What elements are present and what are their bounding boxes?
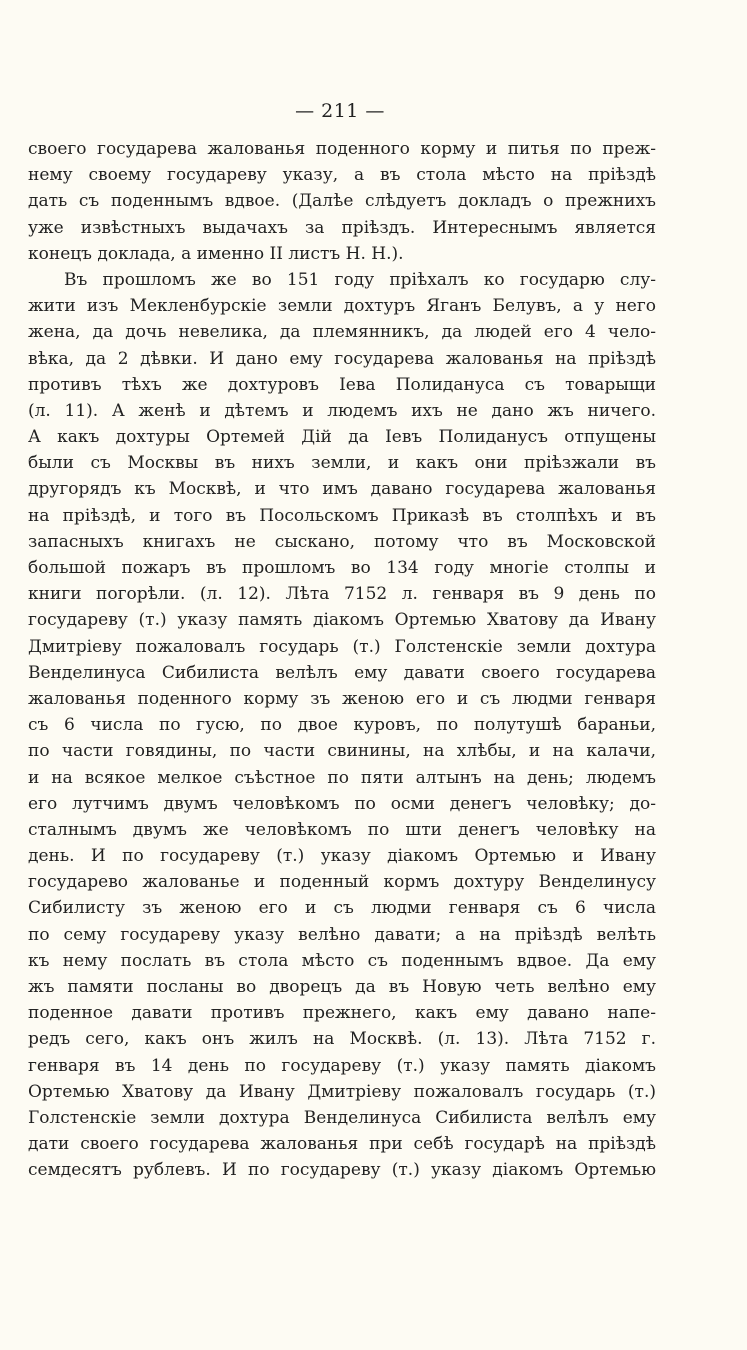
text-line: уже извѣстныхъ выдачахъ за пріѣздъ. Интереснымъ является [28, 217, 656, 238]
text-line: Сибилисту зъ женою его и съ людми генваря съ 6 числа [28, 898, 656, 919]
text-line: жити изъ Мекленбурскіе земли дохтуръ Яганъ Белувъ, а у него [28, 296, 656, 317]
text-line: Ортемью Хватову да Ивану Дмитріеву пожаловалъ государь (т.) [28, 1081, 656, 1102]
text-line: книги погорѣли. (л. 12). Лѣта 7152 л. генваря въ 9 день по [28, 584, 656, 605]
text-line: дать съ поденнымъ вдвое. (Далѣе слѣдуетъ докладъ о прежнихъ [28, 191, 656, 212]
text-line: поденное давати противъ прежнего, какъ ему давано напе- [28, 1003, 656, 1024]
page-number: — 211 — [295, 100, 385, 122]
text-line: запасныхъ книгахъ не сыскано, потому что въ Московской [28, 531, 656, 552]
text-line: сталнымъ двумъ же человѣкомъ по шти денегъ человѣку на [28, 819, 656, 840]
text-line: жалованья поденного корму зъ женою его и съ людми генваря [28, 688, 656, 709]
text-line: жъ памяти посланы во дворецъ да въ Новую четь велѣно ему [28, 977, 656, 997]
text-line: съ 6 числа по гусю, по двое куровъ, по полутушѣ бараньи, [28, 715, 656, 736]
text-line: своего государева жалованья поденного корму и питья по преж- [28, 139, 656, 159]
text-line: на пріѣздѣ, и того въ Посольскомъ Приказѣ въ столпѣхъ и въ [28, 505, 656, 526]
text-line: большой пожаръ въ прошломъ во 134 году многіе столпы и [28, 558, 656, 578]
text-line: Дмитріеву пожаловалъ государь (т.) Голстенскіе земли дохтура [28, 636, 656, 657]
text-line: противъ тѣхъ же дохтуровъ Іева Полидануса съ товарыщи [28, 374, 656, 395]
text-line: нему своему государеву указу, а въ стола мѣсто на пріѣздѣ [28, 165, 656, 186]
text-line: семдесятъ рублевъ. И по государеву (т.) указу діакомъ Ортемью [28, 1160, 656, 1181]
text-line: Въ прошломъ же во 151 году пріѣхалъ ко государю слу- [64, 269, 656, 290]
text-line: Венделинуса Сибилиста велѣлъ ему давати своего государева [28, 662, 656, 683]
text-line: и на всякое мелкое съѣстное по пяти алтынъ на день; людемъ [28, 767, 656, 788]
text-line: по сему государеву указу велѣно давати; а на пріѣздѣ велѣть [28, 924, 656, 945]
text-line: государево жалованье и поденный кормъ дохтуру Венделинусу [28, 872, 656, 893]
text-line: (л. 11). А женѣ и дѣтемъ и людемъ ихъ не дано жъ ничего. [28, 400, 656, 421]
text-line: редъ сего, какъ онъ жилъ на Москвѣ. (л. 13). Лѣта 7152 г. [28, 1029, 656, 1050]
text-line: А какъ дохтуры Ортемей Дій да Іевъ Полиданусъ отпущены [28, 427, 656, 448]
text-line: конецъ доклада, а именно II листъ Н. Н.). [28, 243, 404, 264]
text-line: вѣка, да 2 дѣвки. И дано ему государева жалованья на пріѣздѣ [28, 348, 656, 369]
text-line: дати своего государева жалованья при себѣ государѣ на пріѣздѣ [28, 1134, 656, 1155]
text-line: его лутчимъ двумъ человѣкомъ по осми денегъ человѣку; до- [28, 793, 656, 814]
text-line: день. И по государеву (т.) указу діакомъ Ортемью и Ивану [28, 846, 656, 867]
text-line: къ нему послать въ стола мѣсто съ поденнымъ вдвое. Да ему [28, 950, 656, 971]
text-line: были съ Москвы въ нихъ земли, и какъ они пріѣзжали въ [28, 453, 656, 474]
text-line: генваря въ 14 день по государеву (т.) указу память діакомъ [28, 1055, 656, 1076]
text-line: государеву (т.) указу память діакомъ Ортемью Хватову да Ивану [28, 610, 656, 631]
text-line: другорядъ къ Москвѣ, и что имъ давано государева жалованья [28, 479, 656, 500]
body-text [28, 136, 656, 1184]
text-line: по части говядины, по части свинины, на хлѣбы, и на калачи, [28, 741, 656, 762]
text-line: Голстенскіе земли дохтура Венделинуса Сибилиста велѣлъ ему [28, 1107, 656, 1128]
text-line: жена, да дочь невелика, да племянникъ, да людей его 4 чело- [28, 322, 656, 343]
